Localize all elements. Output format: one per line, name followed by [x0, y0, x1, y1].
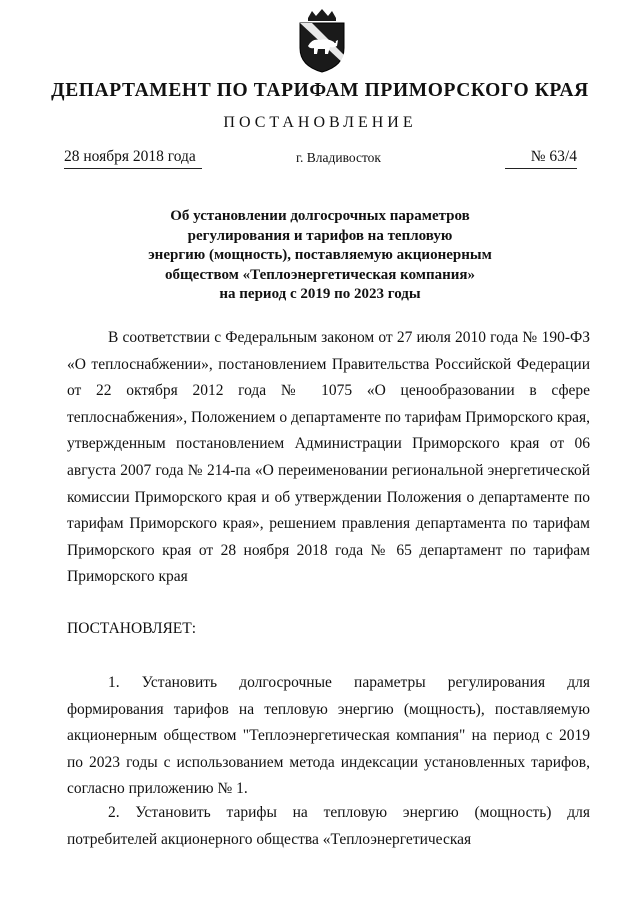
clause-1: 1. Установить долгосрочные параметры регулирования для формирования тарифов на тепловую энергию (мощность), поставляемую акционерным обществом "Теплоэнергетическая компания" на период с 2019 по 2023 годы с использованием метода индексации установленных тарифов, согласно приложению № 1. — [67, 674, 590, 798]
document-date: 28 ноября 2018 года — [64, 148, 202, 169]
subject-line: энергию (мощность), поставляемую акционерным — [148, 247, 492, 263]
subject-line: регулирования и тарифов на тепловую — [187, 227, 453, 244]
subject-line: обществом «Теплоэнергетическая компания» — [164, 266, 476, 283]
decree-heading: ПОСТАНОВЛЯЕТ: — [67, 620, 197, 637]
document-type: ПОСТАНОВЛЕНИЕ — [223, 114, 417, 131]
coat-of-arms-icon — [294, 8, 350, 74]
subject-line: Об установлении долгосрочных параметров — [170, 208, 470, 224]
document-subject — [120, 207, 520, 305]
clause-2: 2. Установить тарифы на тепловую энергию (мощность) для потребителей акционерного общества «Теплоэнергетическая — [67, 804, 590, 848]
document-city: г. Владивосток — [296, 150, 381, 165]
subject-line: на период с 2019 по 2023 годы — [219, 286, 421, 302]
department-title: ДЕПАРТАМЕНТ ПО ТАРИФАМ ПРИМОРСКОГО КРАЯ — [51, 80, 589, 101]
document-number: № 63/4 — [505, 148, 577, 169]
preamble-paragraph: В соответствии с Федеральным законом от 27 июля 2010 года № 190-ФЗ «О теплоснабжении», постановлением Правительства Российской Федерации от 22 октября 2012 года № 1075 «О ценообразовании в сфере теплоснабжения», Положением о департаменте по тарифам Приморского края, утвержденным постановлением Администрации Приморского края от 06 августа 2007 года № 214-па «О переименовании региональной энергетической комиссии Приморского края и об утверждении Положения о департаменте по тарифам Приморского края», решением правления департамента по тарифам Приморского края от 28 ноября 2018 года № 65 департамент по тарифам Приморского края — [67, 329, 590, 586]
